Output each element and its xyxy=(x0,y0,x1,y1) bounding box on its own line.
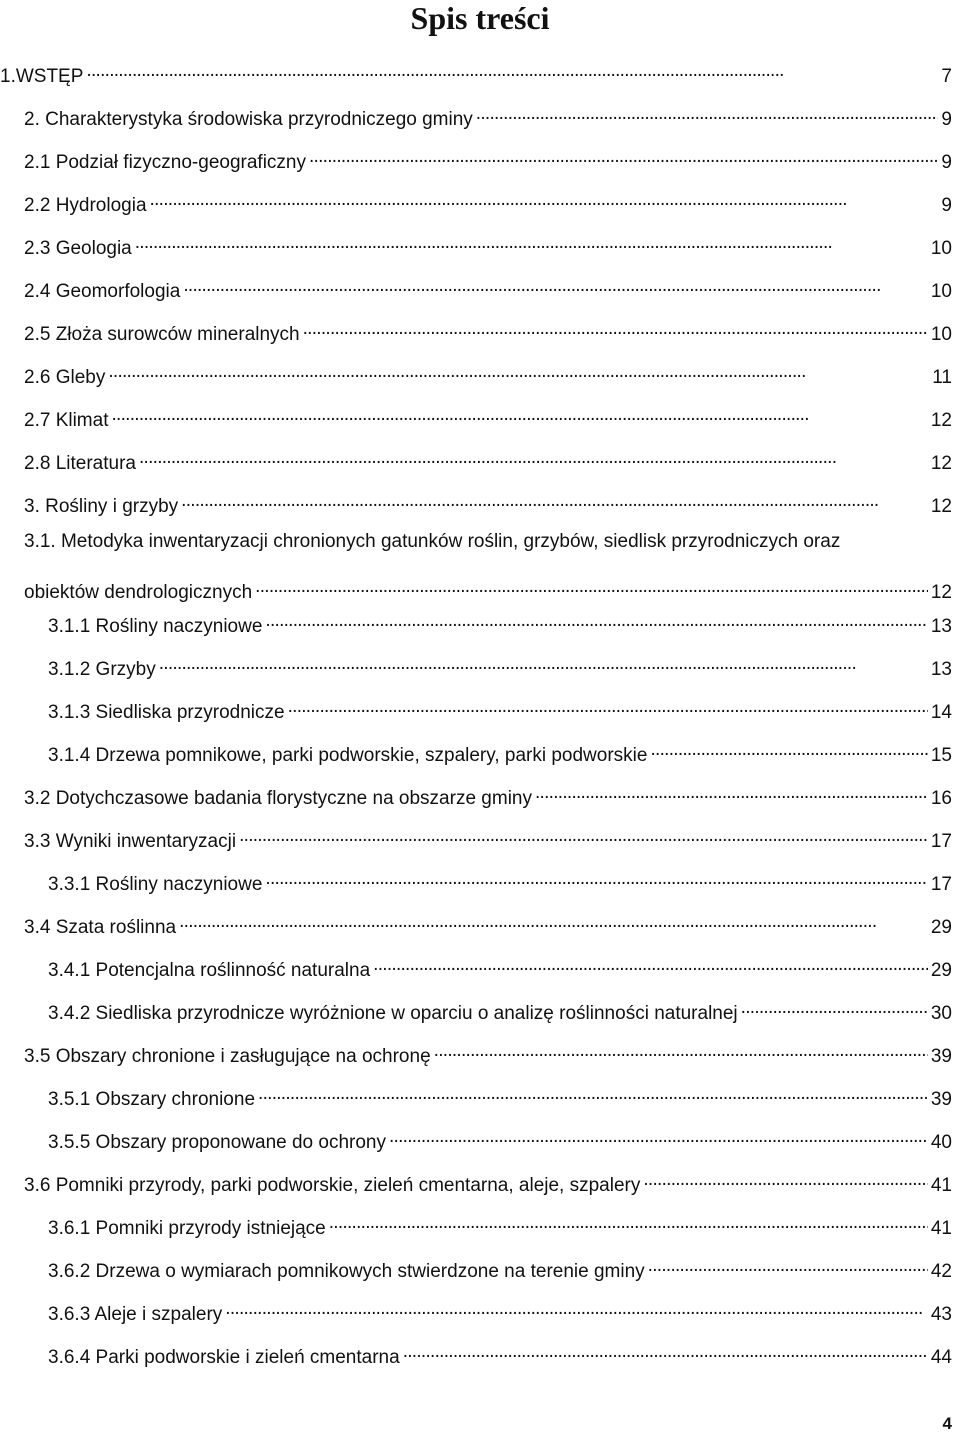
dot-leader xyxy=(139,445,928,469)
toc-entry-page: 12 xyxy=(930,582,952,603)
dot-leader xyxy=(258,1081,928,1105)
toc-entry[interactable] xyxy=(0,899,960,942)
toc-entry[interactable] xyxy=(0,942,960,985)
toc-entry-label: 2.5 Złoża surowców mineralnych xyxy=(24,324,300,345)
toc-entry-label: 3.1.3 Siedliska przyrodnicze xyxy=(48,702,285,723)
toc-entry-label: 3.5.5 Obszary proponowane do ochrony xyxy=(48,1132,386,1153)
toc-entry-page: 41 xyxy=(930,1175,952,1196)
dot-leader xyxy=(225,1296,928,1320)
toc-entry-page: 10 xyxy=(930,281,952,302)
dot-leader xyxy=(434,1038,928,1062)
toc-entry-label: 3.1.1 Rośliny naczyniowe xyxy=(48,616,263,637)
toc-entry-label: 2.3 Geologia xyxy=(24,238,132,259)
dot-leader xyxy=(181,488,928,512)
toc-entry[interactable] xyxy=(0,770,960,813)
toc-entry-label-continued: obiektów dendrologicznych xyxy=(24,582,253,603)
toc-entry-page: 29 xyxy=(930,917,952,938)
toc-entry[interactable] xyxy=(0,1243,960,1286)
toc-entry[interactable] xyxy=(0,856,960,899)
dot-leader xyxy=(309,144,938,168)
toc-entry-label: 3.6.4 Parki podworskie i zieleń cmentarna xyxy=(48,1347,400,1368)
toc-entry-label: 3. Rośliny i grzyby xyxy=(24,496,179,517)
toc-entry[interactable] xyxy=(0,349,960,392)
toc-entry-page: 12 xyxy=(930,496,952,517)
dot-leader xyxy=(648,1253,928,1277)
dot-leader xyxy=(389,1124,928,1148)
toc-entry-page: 11 xyxy=(932,367,952,388)
toc-entry-label: 2.2 Hydrologia xyxy=(24,195,147,216)
toc-entry-label: 3.1.4 Drzewa pomnikowe, parki podworskie, szpalery, parki podworskie xyxy=(48,745,648,766)
toc-entry[interactable] xyxy=(0,435,960,478)
toc-entry-label: 1.WSTĘP xyxy=(0,66,84,87)
toc-entry-page: 44 xyxy=(930,1347,952,1368)
toc-entry-label: 2. Charakterystyka środowiska przyrodniczego gminy xyxy=(24,109,473,130)
toc-entry[interactable] xyxy=(0,263,960,306)
toc-entry-label: 2.7 Klimat xyxy=(24,410,109,431)
toc-entry-page: 14 xyxy=(930,702,952,723)
dot-leader xyxy=(535,780,928,804)
toc-entry[interactable] xyxy=(0,521,960,607)
toc-entry-label: 3.4.1 Potencjalna roślinność naturalna xyxy=(48,960,371,981)
toc-entry-page: 39 xyxy=(930,1046,952,1067)
toc-entry[interactable] xyxy=(0,684,960,727)
dot-leader xyxy=(179,909,928,933)
toc-entry[interactable] xyxy=(0,727,960,770)
toc-entry[interactable] xyxy=(0,1114,960,1157)
toc-entry-page: 17 xyxy=(930,874,952,895)
dot-leader xyxy=(135,230,928,254)
dot-leader xyxy=(741,995,928,1019)
toc-entry[interactable] xyxy=(0,1071,960,1114)
toc-entry-label: 2.6 Gleby xyxy=(24,367,106,388)
toc-entry[interactable] xyxy=(0,306,960,349)
dot-leader xyxy=(183,273,928,297)
dot-leader xyxy=(403,1339,928,1363)
toc-entry-label: 3.4 Szata roślinna xyxy=(24,917,177,938)
toc-entry[interactable] xyxy=(0,1028,960,1071)
toc-entry-page: 10 xyxy=(930,238,952,259)
toc-entry-label: 2.4 Geomorfologia xyxy=(24,281,181,302)
dot-leader xyxy=(373,952,928,976)
dot-leader xyxy=(303,316,928,340)
toc-entry[interactable] xyxy=(0,134,960,177)
toc-entry[interactable] xyxy=(0,1200,960,1243)
toc-entry[interactable] xyxy=(0,392,960,435)
toc-entry-label: 3.3.1 Rośliny naczyniowe xyxy=(48,874,263,895)
toc-entry-label: 3.6 Pomniki przyrody, parki podworskie, zieleń cmentarna, aleje, szpalery xyxy=(24,1175,641,1196)
toc-entry-page: 13 xyxy=(930,659,952,680)
toc-entry-label: 3.2 Dotychczasowe badania florystyczne na obszarze gminy xyxy=(24,788,532,809)
dot-leader xyxy=(255,574,928,598)
dot-leader xyxy=(86,58,938,82)
toc-entry[interactable] xyxy=(0,48,960,91)
toc-entry-label: 3.5 Obszary chronione i zasługujące na ochronę xyxy=(24,1046,431,1067)
toc-entry-label: 3.6.1 Pomniki przyrody istniejące xyxy=(48,1218,326,1239)
toc-entry-page: 29 xyxy=(930,960,952,981)
dot-leader xyxy=(108,359,929,383)
toc-entry-label: 3.1. Metodyka inwentaryzacji chronionych gatunków roślin, grzybów, siedlisk przyrodniczych oraz xyxy=(24,531,841,552)
toc-entry-page: 9 xyxy=(941,152,952,173)
toc-entry-label: 3.5.1 Obszary chronione xyxy=(48,1089,256,1110)
toc-entry-page: 39 xyxy=(930,1089,952,1110)
toc-entry-label: 3.6.3 Aleje i szpalery xyxy=(48,1304,223,1325)
dot-leader xyxy=(150,187,939,211)
toc-entry-page: 10 xyxy=(930,324,952,345)
toc-entry-label: 3.3 Wyniki inwentaryzacji xyxy=(24,831,237,852)
toc-entry-page: 40 xyxy=(930,1132,952,1153)
dot-leader xyxy=(265,866,927,890)
toc-entry-page: 12 xyxy=(930,410,952,431)
toc-entry[interactable] xyxy=(0,220,960,263)
toc-entry-page: 17 xyxy=(930,831,952,852)
dot-leader xyxy=(476,101,939,125)
dot-leader xyxy=(329,1210,928,1234)
toc-entry-page: 13 xyxy=(930,616,952,637)
toc-entry-page: 30 xyxy=(930,1003,952,1024)
dot-leader xyxy=(643,1167,927,1191)
toc-entry-page: 43 xyxy=(930,1304,952,1325)
toc-entry-label: 3.4.2 Siedliska przyrodnicze wyróżnione w oparciu o analizę roślinności naturalnej xyxy=(48,1003,738,1024)
toc-entry-page: 16 xyxy=(930,788,952,809)
dot-leader xyxy=(265,608,927,632)
toc-entry-label: 2.8 Literatura xyxy=(24,453,136,474)
toc-entry-label: 2.1 Podział fizyczno-geograficzny xyxy=(24,152,306,173)
toc-entry-label: 3.1.2 Grzyby xyxy=(48,659,156,680)
toc-entry[interactable] xyxy=(0,91,960,134)
dot-leader xyxy=(111,402,927,426)
toc-entry-page: 9 xyxy=(941,109,952,130)
toc-entry-page: 15 xyxy=(930,745,952,766)
toc-entry[interactable] xyxy=(0,1286,960,1329)
toc-entry-page: 7 xyxy=(941,66,952,87)
page-number: 4 xyxy=(942,1414,952,1433)
dot-leader xyxy=(650,737,927,761)
toc-entry[interactable] xyxy=(0,813,960,856)
toc-entry[interactable] xyxy=(0,478,960,521)
dot-leader xyxy=(239,823,928,847)
toc-entry[interactable] xyxy=(0,1157,960,1200)
dot-leader xyxy=(288,694,928,718)
toc-entry[interactable] xyxy=(0,641,960,684)
toc-entry-label: 3.6.2 Drzewa o wymiarach pomnikowych stwierdzone na terenie gminy xyxy=(48,1261,645,1282)
dot-leader xyxy=(159,651,928,675)
page-title: Spis treści xyxy=(410,0,550,36)
toc-entry-page: 9 xyxy=(941,195,952,216)
toc-entry[interactable] xyxy=(0,598,960,641)
toc-entry-page: 42 xyxy=(930,1261,952,1282)
toc-entry[interactable] xyxy=(0,985,960,1028)
toc-entry-page: 41 xyxy=(930,1218,952,1239)
toc-entry-page: 12 xyxy=(930,453,952,474)
toc-entry[interactable] xyxy=(0,1329,960,1372)
toc-entry[interactable] xyxy=(0,177,960,220)
